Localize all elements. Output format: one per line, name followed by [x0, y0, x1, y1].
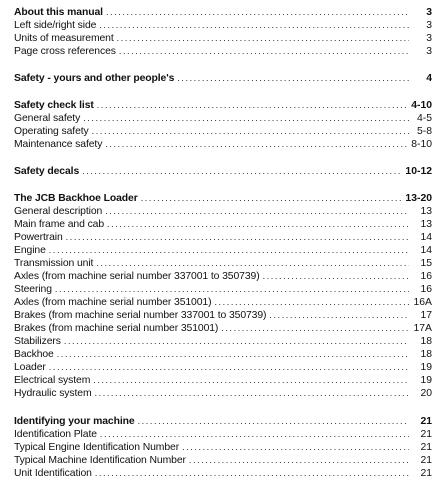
dot-leader [117, 32, 409, 44]
dot-leader [57, 348, 409, 360]
toc-entry-page-number: 21 [420, 429, 432, 440]
toc-entry [14, 125, 432, 138]
toc-entry-title: Transmission unit [14, 258, 94, 269]
toc-entry-page-number: 13 [420, 206, 432, 217]
toc-entry [14, 19, 432, 32]
toc-entry [14, 138, 432, 151]
toc-entry-page-number: 16A [413, 297, 432, 308]
toc-entry [14, 45, 432, 58]
toc-entry-page-number: 8-10 [411, 139, 432, 150]
toc-entry-title: Safety decals [14, 166, 80, 177]
toc-entry-page-number: 16 [420, 271, 432, 282]
toc-entry-title: Stabilizers [14, 336, 61, 347]
toc-entry [14, 428, 432, 441]
toc-entry-page-number: 18 [420, 349, 432, 360]
toc-entry-title: Steering [14, 284, 52, 295]
toc-section-heading [14, 72, 432, 85]
toc-entry-title: Engine [14, 245, 46, 256]
toc-entry [14, 322, 432, 335]
toc-entry-title: General description [14, 206, 103, 217]
toc-entry-page-number: 14 [420, 245, 432, 256]
toc-entry-title: Safety check list [14, 100, 94, 111]
toc-entry-title: Identifying your machine [14, 416, 135, 427]
toc-entry-page-number: 17 [420, 310, 432, 321]
toc-entry [14, 296, 432, 309]
dot-leader [93, 374, 409, 386]
toc-section-heading [14, 192, 432, 205]
toc-entry-title: Brakes (from machine serial number 337001 to 350739) [14, 310, 267, 321]
toc-entry-title: General safety [14, 113, 81, 124]
toc-entry-page-number: 17A [413, 323, 432, 334]
dot-leader [141, 192, 403, 204]
dot-leader [119, 45, 409, 57]
toc-entry-page-number: 21 [420, 416, 432, 427]
dot-leader [64, 335, 409, 347]
toc-entry-title: Unit Identification [14, 468, 92, 479]
toc-entry [14, 454, 432, 467]
toc-entry-title: Brakes (from machine serial number 351001) [14, 323, 219, 334]
toc-entry [14, 218, 432, 231]
toc-entry-title: Maintenance safety [14, 139, 103, 150]
toc-entry [14, 335, 432, 348]
toc-entry-title: The JCB Backhoe Loader [14, 193, 138, 204]
toc-entry-title: Units of measurement [14, 33, 114, 44]
toc-entry-title: Main frame and cab [14, 219, 105, 230]
toc-entry-page-number: 3 [426, 20, 432, 31]
toc-entry-title: Axles (from machine serial number 351001) [14, 297, 212, 308]
dot-leader [66, 231, 409, 243]
dot-leader [83, 112, 409, 124]
toc-entry [14, 205, 432, 218]
dot-leader [107, 218, 409, 230]
dot-leader [138, 415, 409, 427]
toc-entry-page-number: 4-10 [411, 100, 432, 111]
toc-entry-page-number: 21 [420, 468, 432, 479]
toc-entry-title: Backhoe [14, 349, 54, 360]
toc-entry-page-number: 13-20 [405, 193, 432, 204]
toc-entry-title: Powertrain [14, 232, 63, 243]
dot-leader [100, 428, 409, 440]
dot-leader [105, 205, 409, 217]
dot-leader [96, 257, 409, 269]
toc-entry [14, 112, 432, 125]
dot-leader [189, 454, 409, 466]
toc-entry-title: Identification Plate [14, 429, 97, 440]
toc-entry-page-number: 21 [420, 442, 432, 453]
toc-entry-page-number: 21 [420, 455, 432, 466]
toc-entry [14, 374, 432, 387]
dot-leader [263, 270, 409, 282]
dot-leader [105, 138, 408, 150]
dot-leader [97, 99, 408, 111]
toc-entry-title: Typical Machine Identification Number [14, 455, 186, 466]
toc-entry-title: Axles (from machine serial number 337001 to 350739) [14, 271, 260, 282]
toc-entry-page-number: 18 [420, 336, 432, 347]
dot-leader [82, 165, 402, 177]
toc-entry-page-number: 3 [426, 7, 432, 18]
dot-leader [182, 441, 409, 453]
toc-entry [14, 441, 432, 454]
toc-entry-page-number: 19 [420, 375, 432, 386]
toc-entry-title: Typical Engine Identification Number [14, 442, 180, 453]
dot-leader [221, 322, 409, 334]
toc-entry-title: Hydraulic system [14, 388, 92, 399]
toc-entry-page-number: 20 [420, 388, 432, 399]
toc-section-heading [14, 99, 432, 112]
dot-leader [95, 387, 409, 399]
toc-entry-page-number: 5-8 [416, 126, 432, 137]
toc-entry [14, 257, 432, 270]
toc-entry-page-number: 3 [426, 33, 432, 44]
dot-leader [95, 467, 409, 479]
toc-section-heading [14, 6, 432, 19]
toc-entry-title: Operating safety [14, 126, 89, 137]
toc-entry-title: About this manual [14, 7, 103, 18]
toc-section-heading [14, 415, 432, 428]
toc-entry [14, 32, 432, 45]
toc-entry [14, 270, 432, 283]
dot-leader [92, 125, 409, 137]
dot-leader [177, 72, 409, 84]
toc-entry-page-number: 14 [420, 232, 432, 243]
toc-entry-page-number: 3 [426, 46, 432, 57]
dot-leader [99, 19, 409, 31]
toc-entry-page-number: 10-12 [405, 166, 432, 177]
dot-leader [49, 244, 409, 256]
toc-entry-page-number: 4-5 [416, 113, 432, 124]
toc-entry [14, 283, 432, 296]
dot-leader [269, 309, 409, 321]
toc-entry-page-number: 15 [420, 258, 432, 269]
toc-entry-page-number: 4 [426, 73, 432, 84]
toc-entry-page-number: 19 [420, 362, 432, 373]
toc-entry-title: Left side/right side [14, 20, 97, 31]
dot-leader [49, 361, 409, 373]
toc-entry [14, 467, 432, 480]
toc-entry [14, 244, 432, 257]
toc-entry-title: Safety - yours and other people's [14, 73, 175, 84]
toc-entry-title: Electrical system [14, 375, 91, 386]
dot-leader [55, 283, 409, 295]
toc-entry-page-number: 16 [420, 284, 432, 295]
toc-entry [14, 348, 432, 361]
dot-leader [214, 296, 409, 308]
toc-entry-title: Page cross references [14, 46, 116, 57]
toc-entry-page-number: 13 [420, 219, 432, 230]
toc-entry [14, 309, 432, 322]
toc-entry-title: Loader [14, 362, 46, 373]
toc-entry [14, 361, 432, 374]
dot-leader [106, 6, 409, 18]
toc-entry [14, 387, 432, 400]
toc-entry [14, 231, 432, 244]
toc-section-heading [14, 165, 432, 178]
